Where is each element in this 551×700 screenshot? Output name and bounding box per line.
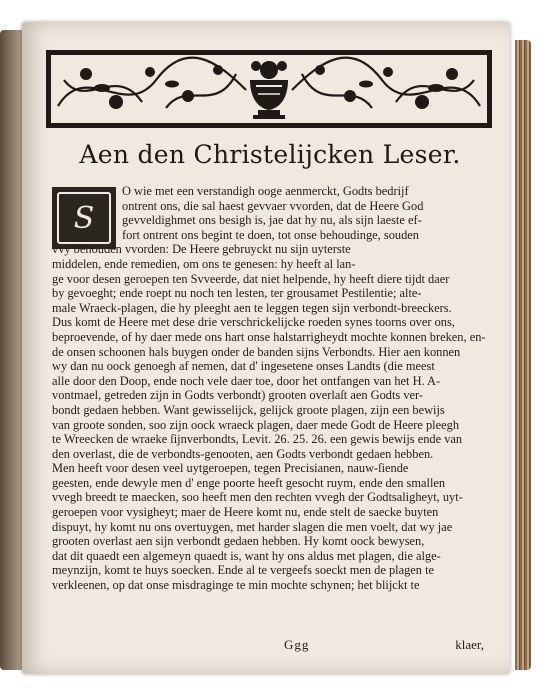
- text-line: ontrent ons, die sal haest gevvaer vvorden, dat de Heere God: [122, 198, 424, 213]
- decorative-headpiece-ornament: [46, 50, 492, 128]
- text-line: de onsen schoonen hals buygen onder de banden sijns Verbondts. Hier aen konnen: [52, 344, 461, 359]
- text-line: dat dit quaedt een algemeyn quaedt is, want hy ons aldus met plagen, die alge-: [52, 548, 441, 563]
- text-line: dispuyt, hy komt nu ons overtuygen, met harder slagen die men voelt, dat wy jae: [52, 519, 453, 534]
- text-line: vvegh breedt te maecken, soo heeft men den rechten vvegh der Godtsaligheyt, uyt-: [52, 490, 463, 505]
- text-line: te Wreecken de wraeke ſijnverbondts, Levit. 26. 25. 26. een gewis bewijs ende van: [52, 432, 463, 447]
- text-line: bondt gedaen hebben. Want gewisselijck, gelijck groote plagen, zijn een bewijs: [52, 402, 445, 417]
- text-line: fort ontrent ons begint te doen, tot onse behoudinge, souden: [122, 227, 419, 242]
- page-heading: Aen den Christelijcken Leser.: [79, 140, 461, 169]
- text-line: den overlast, die de verbondts-genooten, aen Godts verbondt gedaen hebben.: [52, 446, 434, 461]
- text-line: Men heeft voor desen veel uytgeroepen, tegen Precisianen, nauw-ſiende: [52, 461, 409, 476]
- text-line: by gevoeght; ende roept nu noch ten lesten, ter grousamet Pestilentie; alte-: [52, 286, 422, 301]
- text-line: geroepen voor vysigheyt; maer de Heere komt nu, ende stelt de saecke buyten: [52, 505, 439, 520]
- text-line: grooten overlast aen sijn verbondt gedaen hebben. Hy komt oock bewysen,: [52, 534, 425, 549]
- text-line: wy dan nu oock genoegh af nemen, dat d' ingesetene onses Landts (die meest: [52, 359, 435, 374]
- text-line: van groote sonden, soo zijn oock wraeck plagen, daer mede Godt de Heere pleegh: [52, 417, 460, 432]
- text-line: gevveldighmet ons besigh is, jae dat hy nu, als sijn laeste ef-: [122, 213, 422, 228]
- text-line: geesten, ende dewyle men d' enge poorte heeft gesocht ruym, ende den smallen: [52, 475, 446, 490]
- text-line: O wie met een verstandigh ooge aenmerckt, Godts bedrijf: [122, 184, 409, 198]
- text-line: vvy behouden vvorden: De Heere gebruyckt nu sijn uyterste: [52, 242, 351, 257]
- signature-mark: Ggg: [284, 637, 310, 652]
- text-line: alle door den Doop, ende noch vele daer toe, door het ontfangen van het H. A-: [52, 373, 441, 388]
- text-line: verkleenen, op dat onse misdraginge te min mochte schynen; het blijckt te: [52, 578, 420, 593]
- text-line: beproevende, of hy daer mede ons hart onse halstarrigheydt mochte konnen breken, en-: [52, 329, 486, 344]
- text-line: male Wraeck-plagen, die hy pleeght aen te leggen tegen sijn verbondt-breeckers.: [52, 300, 452, 315]
- text-line: vontmael, getreden zijn in Godts verbondt) grooten overlaſt aen Godts ver-: [52, 388, 424, 403]
- page-fore-edge: [515, 40, 531, 670]
- text-line: Dus komt de Heere met dese drie verschrickelijcke roeden synes toorns over ons,: [52, 315, 455, 330]
- text-line: meynzijn, komt te huys soecken. Ende al te vergeefs soeckt men de plagen te: [52, 563, 435, 578]
- initial-letter: S: [73, 200, 95, 236]
- catchword: klaer,: [455, 637, 484, 652]
- page-footer: [52, 637, 484, 655]
- body-text: [52, 184, 484, 593]
- text-line: middelen, ende remedien, om ons te genesen: hy heeft al lan-: [52, 256, 356, 271]
- text-line: ge voor desen geroepen ten Svveerde, dat niet helpende, hy heeft diere tijdt daer: [52, 271, 450, 286]
